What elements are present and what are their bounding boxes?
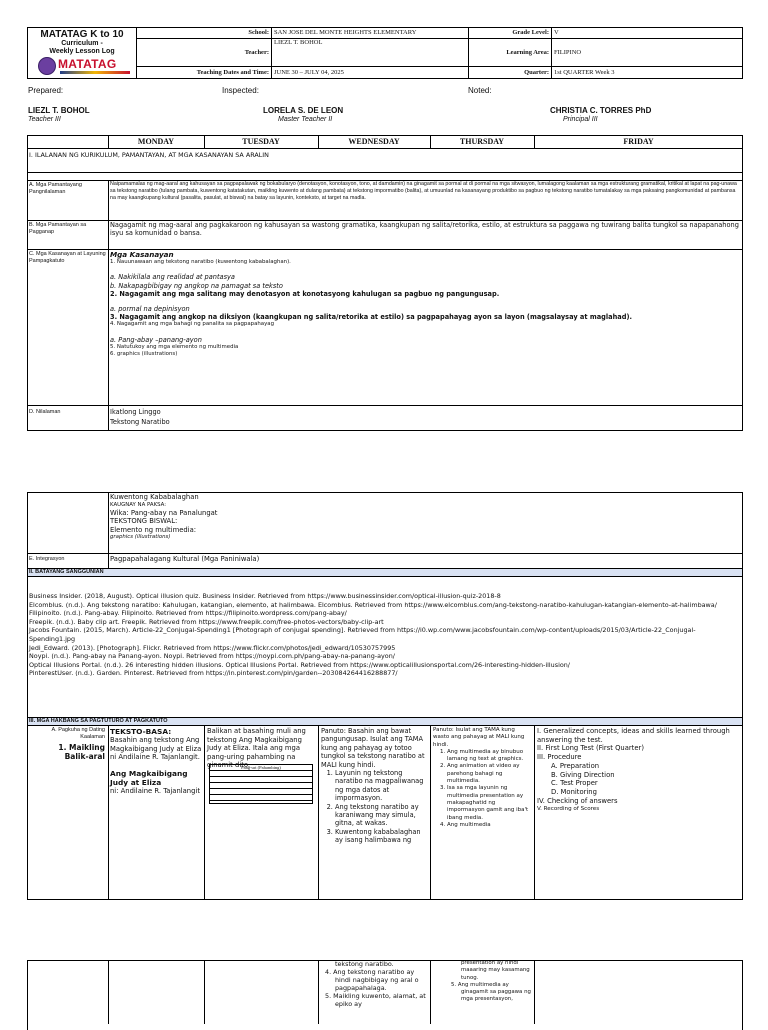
label-prior-knowledge: A. Pagkuha ng Dating Kaalaman (51, 727, 105, 740)
label-pamantayang-pangnilalaman: A. Mga Pamantayang Pangnilalaman (29, 182, 82, 195)
wednesday-instructions: Panuto: Basahin ang bawat pangungusap. Isulat ang TAMA kung ang pahayag ay totoo tungkol sa tekstong naratibo at MALI kung hindi. (321, 727, 425, 769)
dates-label: Teaching Dates and Time: (196, 69, 269, 76)
wednesday-item: 4. Ang tekstong naratibo ay hindi nagbibigay ng aral o pagpapahalaga. (325, 968, 419, 992)
label-kasanayan-layunin: C. Mga Kasanayan at Layuning Pampagkatuto (29, 251, 106, 264)
inspected-role: Master Teacher II (278, 116, 333, 123)
reference-item: Jacobs Fountain. (2015, March). Article-22_Conjugal-Spending1 [Photograph of conjugal spending]. Retrieved from https://i0.wp.com/www.jacobsfountain.com/wp-content/uploads/2015/03/Article-22_Conjugal-Spending1.jpg (29, 626, 696, 643)
related-topic-label: KAUGNAY NA PAKSA: (110, 501, 167, 508)
teacher-value: LIEZL T. BOHOL (274, 39, 323, 46)
day-tuesday: TUESDAY (242, 137, 280, 146)
competency-2: 2. Nagagamit ang mga salitang may denotasyon at konotasyong kahulugan sa pagbuo ng pangungusap. (110, 289, 500, 298)
friday-line: D. Monitoring (551, 787, 597, 796)
reference-item: Business Insider. (2018, August). Optical illusion quiz. Business Insider. Retrieved from https://www.businessinsider.com/optical-illusion-quiz-2018-8 (29, 592, 501, 600)
friday-line: I. Generalized concepts, ideas and skills learned through answering the test. (537, 727, 730, 744)
friday-line: A. Preparation (551, 761, 600, 770)
monday-text: Basahin ang tekstong Ang Magkaibigang Judy at Eliza ni Andilaine R. Tajanlangit. (110, 736, 202, 762)
reference-item: Noypi. (n.d.). Pang-abay na Panang-ayon. Noypi. Retrieved from https://noypi.com.ph/pang-abay-na-panang-ayon/ (29, 652, 395, 661)
thursday-item: 4. Ang multimedia (447, 822, 532, 829)
dates-value: JUNE 30 – JULY 04, 2025 (274, 69, 344, 76)
area-label: Learning Area: (506, 49, 549, 56)
monday-activity (110, 727, 202, 795)
competency-5: 5. Natutukoy ang mga elemento ng multimedia (110, 344, 239, 351)
wednesday-item: 1. Layunin ng tekstong naratibo na magpaliwanag ng mga datos at impormasyon. (335, 769, 428, 803)
section2-title: II. BATAYANG SANGGUNIAN (29, 569, 104, 575)
competencies-heading: Mga Kasanayan (110, 250, 174, 259)
reference-item: Jedi_Edward. (2013). [Photograph]. Flickr. Retrieved from https://www.flickr.com/photos/jedi_edward/10530757995 (29, 643, 396, 652)
monday-author: ni: Andilaine R. Tajanlangit (110, 786, 200, 795)
references-list (29, 592, 739, 678)
teacher-label: Teacher: (244, 49, 269, 56)
content-story-type: Kuwentong Kababalaghan (110, 493, 199, 501)
friday-line: II. First Long Test (First Quarter) (537, 744, 644, 753)
thursday-instructions: Panuto: Isulat ang TAMA kung wasto ang pahayag at MALI kung hindi. (433, 727, 525, 748)
section3-title: III. MGA HAKBANG SA PAGTUTURO AT PAGKATUTO (29, 718, 168, 724)
friday-line: IV. Checking of answers (537, 796, 618, 805)
content-details (110, 493, 510, 542)
wednesday-activity (321, 727, 428, 845)
multimedia-element-value: graphics (illustrations) (110, 534, 171, 541)
noted-name: CHRISTIA C. TORRES PhD (550, 106, 652, 115)
competency-1b: b. Nakapagbibigay ng angkop na pamagat sa teksto (110, 281, 283, 290)
day-wednesday: WEDNESDAY (348, 137, 400, 146)
grade-value: V (554, 29, 559, 36)
day-thursday: THURSDAY (459, 137, 505, 146)
prepared-name: LIEZL T. BOHOL (28, 106, 90, 115)
reference-item: Freepik. (n.d.). Baby clip art. Freepik. Retrieved from https://www.freepik.com/free-photos-vectors/baby-clip-art (29, 617, 384, 626)
thursday-item: 5. Ang multimedia ay ginagamit sa paggawa ng mga presentasyon, (451, 981, 531, 1003)
visual-text-label: TEKSTONG BISWAL: (110, 517, 178, 526)
deped-seal-icon (38, 57, 56, 75)
reference-item: Filipinoito. (n.d.). Pang-abay. Filipinoito. Retrieved from https://filipinoito.wordpress.com/pang-abay/ (29, 609, 347, 618)
prepared-role: Teacher III (28, 116, 61, 123)
content-topic: Tekstong Naratibo (110, 418, 170, 426)
tuesday-table-head: Pang-uri (Pahambing) (210, 765, 312, 771)
grade-label: Grade Level: (512, 29, 549, 36)
integration-text: Pagpapahalagang Kultural (Mga Paniniwala) (110, 555, 260, 563)
content-standard-text: Naipamamalas ng mag-aaral ang kahusayan sa pagpapalawak ng bokabularyo (denotasyon, konotasyon, tono, at damdamin) na ginagamit sa pormal at di pormal na mga sitwasyon, lumalagong kaalaman sa mga estrukturang gramatikal, kritikal at lapat na pag-unawa sa tekstong naratibo (tulang pambata, kuwentong katatakutan, maikling kuwento at dulang pambata) at tekstong impormatibo (balita), at umuunlad na kasanayang produktibo sa pagbuo ng tekstong naratibo tumatalakay sa mga paksaing pangkomunidad at pambansa na may kaangkupang kultural (pasalita, pasulat, at biswal) na batay sa layunin, konteksto, at target na madla. (110, 181, 737, 201)
content-week: Ikatlong Linggo (110, 408, 161, 416)
competency-1: 1. Nauunawaan ang tekstong naratibo (kuwentong kababalaghan). (110, 259, 291, 265)
matatag-logo: MATATAG (58, 57, 117, 71)
competency-1a: a. Nakikilala ang realidad at pantasya (110, 273, 235, 282)
wednesday-continued (321, 960, 428, 1008)
competency-2a: a. pormal na depinisyon (110, 305, 190, 314)
reference-item: PinterestUser. (n.d.). Garden. Pinterest. Retrieved from https://in.pinterest.com/pin/garden--203084264416288877/ (29, 669, 398, 678)
inspected-name: LORELA S. DE LEON (263, 106, 344, 115)
performance-standard-text: Nagagamit ng mag-aaral ang pagkakaroon ng kahusayan sa wastong gramatika, kaangkupan ng salita/retorika, estilo, at estruktura sa paggawa ng tuwirang balita tungkol sa napapanahong isyu sa komunidad o bansa. (110, 221, 739, 238)
monday-story-title: Ang Magkaibigang Judy at Eliza (110, 768, 188, 787)
friday-activity (537, 727, 740, 813)
section2-band (28, 569, 742, 576)
thursday-item: 1. Ang multimedia ay binubuo lamang ng text at graphics. (447, 749, 532, 764)
wednesday-item: 3. Kuwentong kababalaghan ay isang halimbawa ng (335, 828, 428, 845)
wednesday-cont-text: tekstong naratibo. (335, 960, 394, 968)
logo-stripe (60, 71, 130, 74)
thursday-items (433, 749, 532, 829)
competency-4a: a. Pang-abay –panang-ayon (110, 335, 202, 344)
friday-line: V. Recording of Scores (537, 806, 600, 813)
noted-label: Noted: (468, 86, 492, 95)
label-pamantayan-pagganap: B. Mga Pamantayan sa Pagganap (29, 222, 87, 235)
quarter-value: 1st QUARTER Week 3 (554, 69, 615, 76)
area-value: FILIPINO (554, 49, 582, 56)
label-nilalaman: D. Nilalaman (29, 409, 61, 415)
brand-subtitle: Curriculum - Weekly Lesson Log (49, 40, 115, 55)
noted-role: Principal III (563, 116, 598, 123)
thursday-continued (433, 960, 532, 1004)
label-maikling: 1. Maikling (58, 743, 105, 752)
label-integrasyon: E. Integrasyon (29, 556, 65, 562)
competency-3: 3. Nagagamit ang angkop na diksiyon (kaangkupan ng salita/retorika at estilo) sa pagpapahayag ayon sa layon (magsalaysay at maglahad). (110, 313, 632, 322)
prepared-label: Prepared: (28, 86, 64, 95)
wednesday-item: 2. Ang tekstong naratibo ay karaniwang may simula, gitna, at wakas. (335, 803, 428, 828)
competency-4: 4. Nagagamit ang mga bahagi ng panalita sa pagpapahayag (110, 321, 275, 328)
friday-line: B. Giving Direction (551, 770, 615, 779)
thursday-item: 3. Isa sa mga layunin ng multimedia presentation ay makapaghatid ng impormasyon gamit ang iba't ibang media. (447, 785, 532, 821)
tuesday-adjective-table (209, 764, 313, 804)
multimedia-element-label: Elemento ng multimedia: (110, 525, 197, 534)
day-monday: MONDAY (137, 137, 175, 146)
section1-title: I. ILALANAN NG KURIKULUM, PAMANTAYAN, AT MGA KASANAYAN SA ARALIN (29, 151, 269, 159)
competency-6: 6. graphics (illustrations) (110, 351, 178, 358)
wednesday-item: 5. Maikling kuwento, alamat, at epiko ay (325, 992, 426, 1008)
school-value: SAN JOSE DEL MONTE HEIGHTS ELEMENTARY (274, 29, 417, 36)
header-logo-block (28, 28, 136, 78)
header-table (27, 27, 743, 79)
competencies-block (110, 250, 740, 359)
school-label: School: (248, 29, 269, 36)
monday-title: TEKSTO-BASA: (110, 727, 172, 736)
reference-item: Optical Illusions Portal. (n.d.). 26 interesting hidden illusions. Optical Illusions Portal. Retrieved from https://www.opticalillusionsportal.com/26-interesting-hidden-illusion/ (29, 660, 570, 669)
label-balik-aral: Balik-aral (64, 752, 105, 761)
wednesday-items (321, 769, 428, 845)
day-friday: FRIDAY (623, 137, 654, 146)
thursday-item: 2. Ang animation at video ay parehong bahagi ng multimedia. (447, 763, 532, 785)
thursday-activity (433, 727, 532, 829)
reference-item: Elcomblus. (n.d.). Ang tekstong naratibo: Kahulugan, katangian, elemento, at halimbawa. Elcomblus. Retrieved from https://www.elcomblus.com/ang-tekstong-naratibo-kahulugan-katangian-elemento-at-halimbawa/ (29, 600, 717, 609)
brand-title: MATATAG K to 10 (40, 29, 124, 40)
tuesday-text: Balikan at basahing muli ang tekstong Ang Magkaibigang Judy at Eliza. Itala ang mga pang-uring pahambing na ginamit dito. (207, 727, 306, 770)
friday-line: C. Test Proper (551, 779, 598, 788)
inspected-label: Inspected: (222, 86, 259, 95)
related-topic-value: Wika: Pang-abay na Panalungat (110, 508, 218, 517)
thursday-cont-text: presentation ay hindi maaaring may kasamang tunog. (461, 960, 530, 981)
friday-line: III. Procedure (537, 753, 582, 762)
quarter-label: Quarter: (524, 69, 549, 76)
